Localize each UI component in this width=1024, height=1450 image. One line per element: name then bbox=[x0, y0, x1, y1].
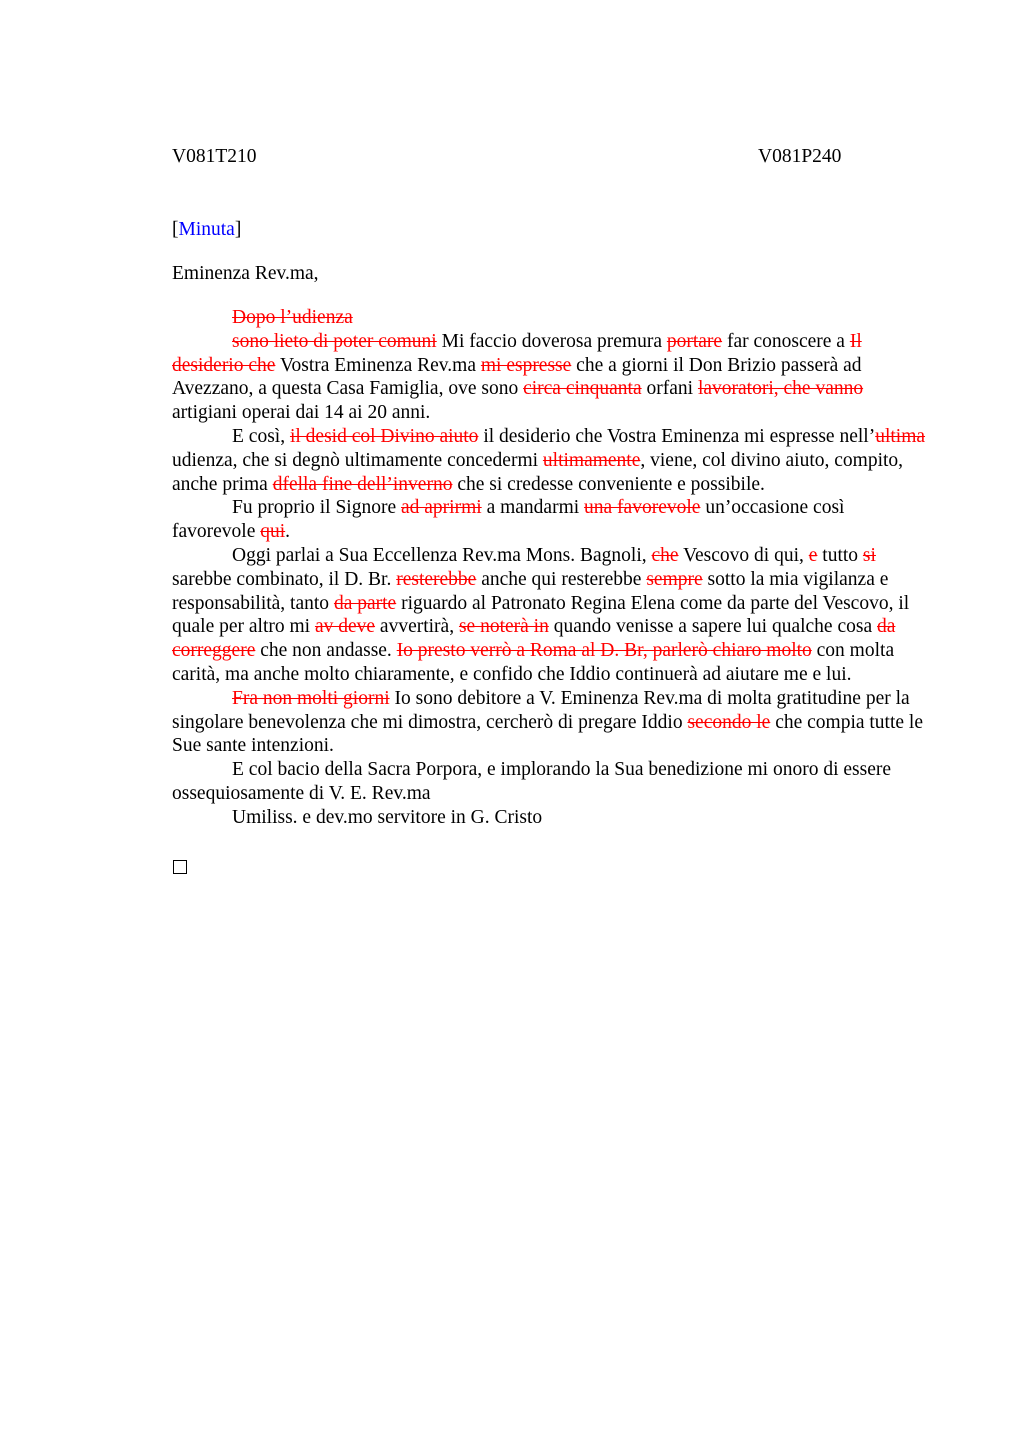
letter-body bbox=[172, 306, 932, 830]
letter-text: con molta carità, ma anche molto chiaramente, e confido che Iddio continuerà ad aiutare me e lui. bbox=[172, 640, 895, 685]
letter-text: che si credesse conveniente e possibile. bbox=[452, 473, 765, 495]
deleted-text: secondo le bbox=[687, 711, 771, 733]
deleted-text: ultima bbox=[875, 425, 926, 447]
letter-text: un’occasione così favorevole bbox=[172, 497, 845, 543]
letter-paragraph bbox=[172, 687, 932, 758]
letter-text: Io sono debitore a V. Eminenza Rev.ma di molta gratitudine per la singolare benevolenza che mi dimostra, cercherò di pregare Iddio bbox=[172, 687, 910, 733]
letter-text: E così, bbox=[232, 425, 290, 447]
draft-note-label: Minuta bbox=[178, 219, 235, 240]
letter-paragraph bbox=[172, 306, 932, 330]
letter-text: artigiani operai dai 14 ai 20 anni. bbox=[172, 402, 431, 424]
letter-text: Fu proprio il Signore bbox=[232, 497, 401, 519]
deleted-text: qui bbox=[260, 521, 286, 543]
draft-note-close-bracket: ] bbox=[234, 219, 242, 240]
deleted-text: resterebbe bbox=[396, 568, 477, 590]
letter-text: riguardo al Patronato Regina Elena come da parte del Vescovo, il quale per altro mi bbox=[172, 592, 910, 638]
deleted-text: si bbox=[862, 544, 876, 566]
deleted-text: se noterà in bbox=[458, 616, 549, 638]
letter-text: orfani bbox=[641, 378, 698, 400]
draft-note bbox=[172, 216, 932, 244]
letter-text: tutto bbox=[817, 544, 863, 566]
letter-text: avvertirà, bbox=[375, 616, 459, 638]
deleted-text: una favorevole bbox=[584, 497, 701, 519]
letter-text: anche qui resterebbe bbox=[476, 568, 647, 590]
letter-text: che compia tutte le Sue sante intenzioni. bbox=[172, 711, 923, 757]
document-code-right: V081P240 bbox=[758, 146, 842, 167]
deleted-text: sono lieto di poter comuni bbox=[232, 330, 437, 352]
deleted-text: lavoratori, che vanno bbox=[697, 378, 864, 400]
letter-paragraph bbox=[172, 544, 932, 687]
deleted-text: e bbox=[808, 544, 818, 566]
deleted-text: sempre bbox=[646, 568, 703, 590]
draft-note-open-bracket: [ bbox=[172, 219, 179, 240]
letter-paragraph bbox=[172, 330, 932, 425]
letter-text: che a giorni il Don Brizio passerà ad Avezzano, a questa Casa Famiglia, ove sono bbox=[172, 354, 862, 400]
deleted-text: che bbox=[651, 544, 679, 566]
letter-paragraph bbox=[172, 758, 932, 806]
letter-text: Umiliss. e dev.mo servitore in G. Cristo bbox=[232, 806, 543, 828]
letter-text: il desiderio che Vostra Eminenza mi espresse nell’ bbox=[478, 425, 876, 447]
letter-text: quando venisse a sapere lui qualche cosa bbox=[548, 616, 877, 638]
letter-text: , viene, col divino aiuto, compito, anche prima bbox=[172, 449, 904, 495]
deleted-text: il desid col Divino aiuto bbox=[289, 425, 479, 447]
letter-text: a mandarmi bbox=[481, 497, 585, 519]
deleted-text: Il desiderio che bbox=[172, 330, 862, 376]
letter-text: Vostra Eminenza Rev.ma bbox=[275, 354, 481, 376]
letter-text: sarebbe combinato, il D. Br. bbox=[172, 568, 397, 590]
letter-paragraph bbox=[172, 496, 932, 544]
deleted-text: da correggere bbox=[172, 616, 896, 662]
deleted-text: ultimamente bbox=[542, 449, 641, 471]
letter-text: E col bacio della Sacra Porpora, e implorando la Sua benedizione mi onoro di essere ossequiosamente di V. E. Rev.ma bbox=[172, 759, 891, 804]
letter-paragraph bbox=[172, 806, 932, 830]
document-page bbox=[172, 143, 932, 880]
letter-text: Mi faccio doverosa premura bbox=[436, 330, 667, 352]
document-codes bbox=[172, 143, 932, 171]
deleted-text: mi espresse bbox=[480, 354, 572, 376]
letter-text: che non andasse. bbox=[255, 640, 397, 662]
deleted-text: Dopo l’udienza bbox=[232, 307, 353, 328]
deleted-text: portare bbox=[666, 330, 723, 352]
deleted-text: circa cinquanta bbox=[523, 378, 642, 400]
letter-text: Oggi parlai a Sua Eccellenza Rev.ma Mons. Bagnoli, bbox=[232, 544, 652, 566]
deleted-text: Io presto verrò a Roma al D. Br, parlerò chiaro molto bbox=[396, 640, 812, 662]
letter-text: . bbox=[285, 521, 291, 543]
letter-paragraph bbox=[172, 425, 932, 496]
letter-text: udienza, che si degnò ultimamente concedermi bbox=[172, 449, 543, 471]
letter-text: sotto la mia vigilanza e responsabilità, tanto bbox=[172, 568, 889, 614]
salutation: Eminenza Rev.ma, bbox=[172, 263, 319, 284]
document-code-left: V081T210 bbox=[172, 146, 257, 167]
letter-text: Vescovo di qui, bbox=[678, 544, 809, 566]
empty-square-icon bbox=[173, 860, 187, 874]
deleted-text: ad aprirmi bbox=[401, 497, 482, 519]
deleted-text: Fra non molti giorni bbox=[232, 687, 390, 709]
deleted-text: da parte bbox=[333, 592, 397, 614]
deleted-text: av deve bbox=[314, 616, 376, 638]
letter-text: far conoscere a bbox=[722, 330, 850, 352]
deleted-text: dfella fine dell’inverno bbox=[272, 473, 453, 495]
